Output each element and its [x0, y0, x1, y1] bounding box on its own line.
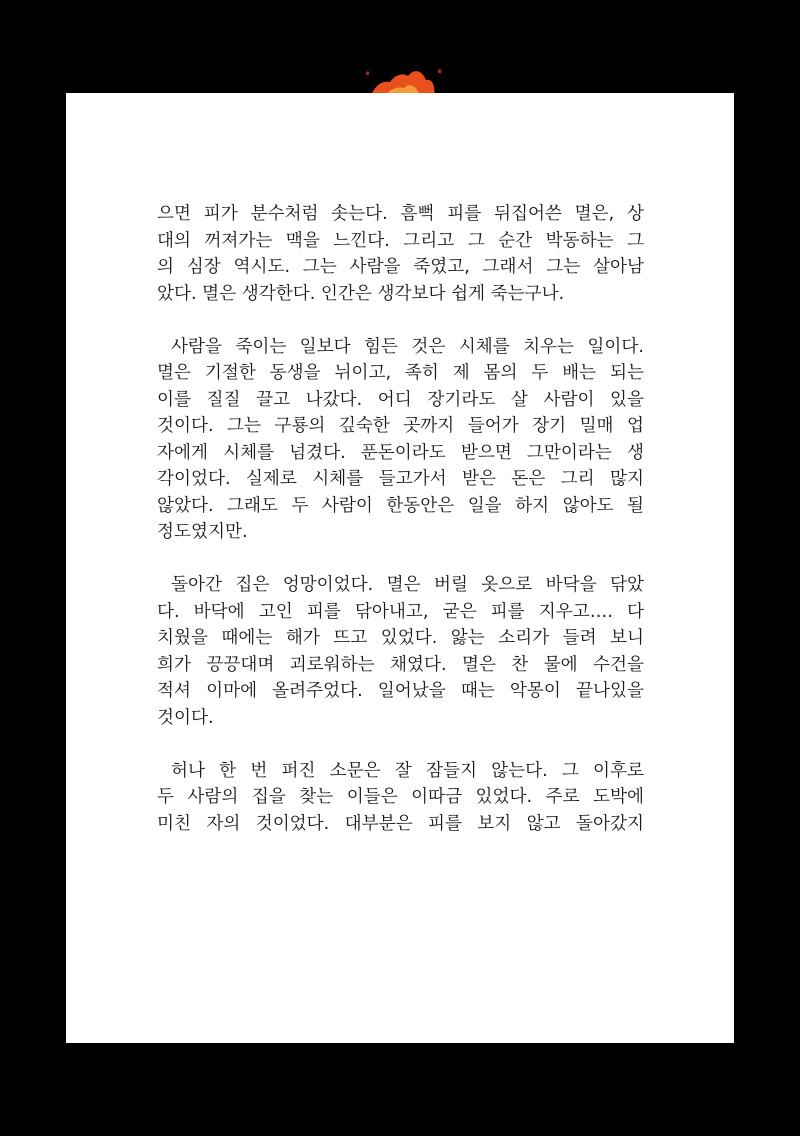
- page-body: [157, 201, 644, 837]
- flame-decoration: [360, 58, 450, 98]
- text-line: 치웠을 때에는 해가 뜨고 있었다. 앓는 소리가 들려 보니: [157, 628, 644, 648]
- text-line: 희가 끙끙대며 괴로워하는 채였다. 멸은 찬 물에 수건을: [157, 654, 644, 675]
- book-page: [66, 93, 734, 1043]
- text-line: 았다. 멸은 생각한다. 인간은 생각보다 쉽게 죽는구나.: [157, 283, 565, 304]
- text-line: 것이다. 그는 구룡의 깊숙한 곳까지 들어가 장기 밀매 업: [157, 416, 644, 436]
- text-line: 두 사람의 집을 찾는 이들은 이따금 있었다. 주로 도박에: [157, 787, 644, 807]
- text-line: 적셔 이마에 올려주었다. 일어났을 때는 악몽이 끝나있을: [157, 681, 644, 701]
- text-line: 대의 꺼져가는 맥을 느낀다. 그리고 그 순간 박동하는 그: [157, 230, 644, 251]
- paragraph-1: [157, 201, 644, 307]
- paragraph-gap: [157, 731, 644, 758]
- text-line: 각이었다. 실제로 시체를 들고가서 받은 돈은 그리 많지: [157, 469, 644, 489]
- text-line: 것이다.: [157, 707, 214, 728]
- text-line: 으면 피가 분수처럼 솟는다. 흠뻑 피를 뒤집어쓴 멸은, 상: [157, 204, 644, 224]
- paragraph-3: [157, 572, 644, 731]
- paragraph-2: [157, 334, 644, 546]
- text-line: 미친 자의 것이었다. 대부분은 피를 보지 않고 돌아갔지: [157, 813, 644, 834]
- text-line: 정도였지만.: [157, 522, 248, 542]
- text-line: 멸은 기절한 동생을 뉘이고, 족히 제 몸의 두 배는 되는: [157, 363, 644, 383]
- text-line: 돌아간 집은 엉망이었다. 멸은 버릴 옷으로 바닥을 닦았: [171, 575, 644, 595]
- text-line: 사람을 죽이는 일보다 힘든 것은 시체를 치우는 일이다.: [171, 336, 644, 357]
- text-line: 다. 바닥에 고인 피를 닦아내고, 굳은 피를 지우고…. 다: [157, 601, 644, 622]
- text-line: 않았다. 그래도 두 사람이 한동안은 일을 하지 않아도 될: [157, 495, 644, 516]
- text-line: 자에게 시체를 넘겼다. 푼돈이라도 받으면 그만이라는 생: [157, 442, 644, 463]
- paragraph-gap: [157, 546, 644, 573]
- text-line: 허나 한 번 퍼진 소문은 잘 잠들지 않는다. 그 이후로: [171, 760, 644, 781]
- paragraph-gap: [157, 307, 644, 334]
- paragraph-4: [157, 758, 644, 838]
- text-line: 의 심장 역시도. 그는 사람을 죽였고, 그래서 그는 살아남: [157, 257, 644, 277]
- text-line: 이를 질질 끌고 나갔다. 어디 장기라도 살 사람이 있을: [157, 389, 644, 410]
